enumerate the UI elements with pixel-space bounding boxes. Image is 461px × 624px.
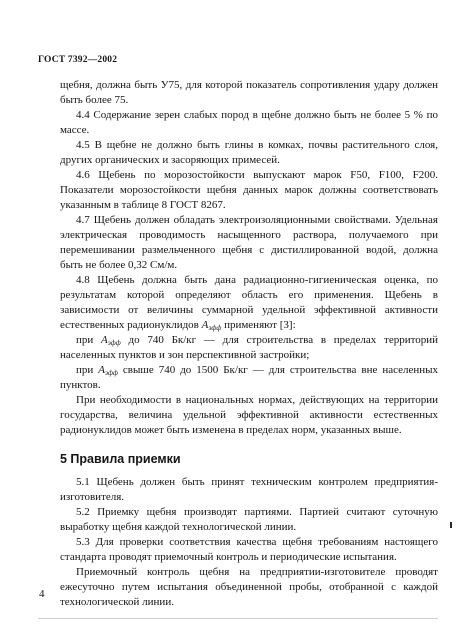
paragraph-5-3: 5.3 Для проверки соответствия качества щебня требованиям настоящего стандарта проводят приемочный контроль и периодические испытания. — [60, 536, 438, 563]
scan-mark — [450, 522, 452, 528]
page-bottom-edge — [38, 618, 438, 619]
paragraph-4-8 — [60, 273, 438, 333]
symbol-a-eff: $А_{эфф}$ — [201, 319, 222, 332]
paragraph-5-1: 5.1 Щебень должен быть принят техническим контролем предприятия-изготовителя. — [60, 476, 438, 503]
document-header: ГОСТ 7392—2002 — [38, 55, 118, 65]
paragraph-national-norms: При необходимости в национальных нормах, действующих на территории государства, величина удельной эффективной активности естественных радионуклидов может быть изменена в пределах норм, указанных выше. — [60, 394, 438, 436]
paragraph-4-8-tail: применяют [3]: — [224, 319, 296, 331]
paragraph-case-2: при $А_{эфф}$ свыше 740 до 1500 Бк/кг — для строительства вне населенных пунктов. — [60, 364, 439, 391]
symbol-a-eff: $А_{эфф}$ — [98, 364, 118, 377]
page-number: 4 — [39, 588, 45, 600]
paragraph-case-1: при $А_{эфф}$ до 740 Бк/кг — для строительства в пределах территорий населенных пунктов и зон перспективной застройки; — [60, 334, 439, 361]
paragraph-5-2: 5.2 Приемку щебня производят партиями. Партией считают суточную выработку щебня каждой технологической линии. — [60, 506, 438, 533]
document-body — [60, 78, 438, 610]
paragraph-4-4: 4.4 Содержание зерен слабых пород в щебне должно быть не более 5 % по массе. — [60, 109, 438, 136]
symbol-a-eff: $А_{эфф}$ — [101, 334, 121, 347]
section-title: 5 Правила приемки — [60, 452, 181, 466]
paragraph-acceptance-control: Приемочный контроль щебня на предприятии-изготовителе проводят ежесуточно путем испытания объединенной пробы, отобранной с каждой технологической линии. — [60, 566, 438, 608]
paragraph-4-6: 4.6 Щебень по морозостойкости выпускают марок F50, F100, F200. Показатели морозостойкости щебня данных марок должны соответствовать указанным в таблице 8 ГОСТ 8267. — [60, 169, 438, 211]
paragraph-4-5: 4.5 В щебне не должно быть глины в комках, почвы растительного слоя, других органических и засоряющих примесей. — [60, 139, 438, 166]
paragraph-1: щебня, должна быть У75, для которой показатель сопротивления удару должен быть более 75. — [60, 79, 438, 106]
paragraph-4-7: 4.7 Щебень должен обладать электроизоляционными свойствами. Удельная электрическая проводимость насыщенного раствора, получаемого при перемешивании размельченного щебня с дистиллированной водой, должна быть не более 0,32 См/м. — [60, 214, 438, 271]
paragraph-4-8-text: 4.8 Щебень должна быть дана радиационно-гигиеническая оценка, по результатам которой определяют область его применения. Щебень в зависимости от величины суммарной удельной эффективной активности естественных радионуклидов — [60, 274, 438, 331]
